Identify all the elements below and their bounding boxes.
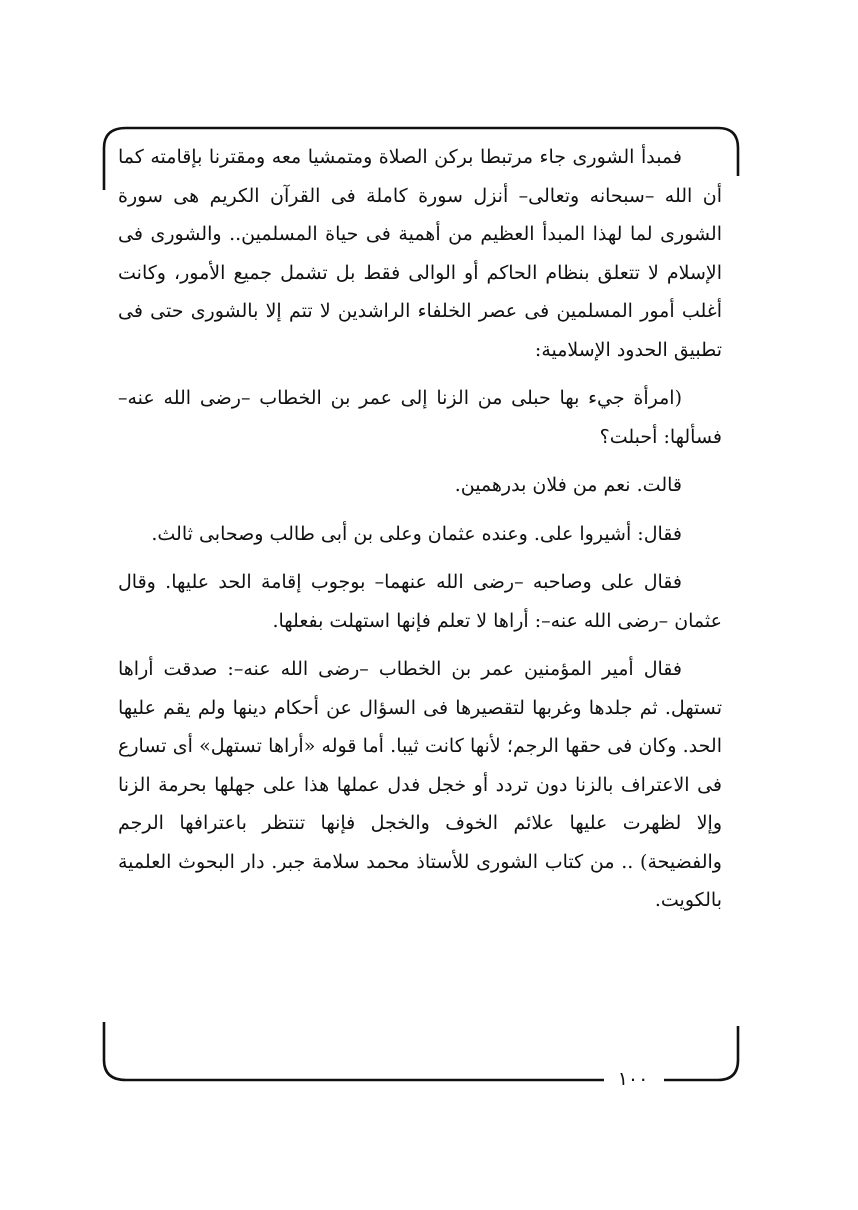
- paragraph-story-start: (امرأة جيء بها حبلى من الزنا إلى عمر بن الخطاب –رضى الله عنه– فسألها: أحبلت؟: [118, 387, 722, 448]
- bottom-border-right: [664, 1026, 738, 1080]
- paragraph-consult: فقال: أشيروا على. وعنده عثمان وعلى بن أبى طالب وصحابى ثالث.: [151, 522, 682, 545]
- bottom-border-left: [104, 1022, 604, 1080]
- body-text: [118, 138, 722, 920]
- paragraph-opinions: فقال على وصاحبه –رضى الله عنهما– بوجوب إقامة الحد عليها. وقال عثمان –رضى الله عنه–: أراها لا تعلم فإنها استهلت بفعلها.: [118, 571, 722, 632]
- paragraph-ruling: فقال أمير المؤمنين عمر بن الخطاب –رضى الله عنه–: صدقت أراها تستهل. ثم جلدها وغربها لتقصيرها فى السؤال عن أحكام دينها ولم يقم عليها الحد. وكان فى حقها الرجم؛ لأنها كانت ثيبا. أما قوله «أراها تستهل» أى تسارع فى الاعتراف بالزنا دون تردد أو خجل فدل عملها هذا على جهلها بحرمة الزنا وإلا لظهرت عليها علائم الخوف والخجل فإنها تنتظر باعترافها الرجم والفضيحة) .. من كتاب الشورى للأستاذ محمد سلامة جبر. دار البحوث العلمية بالكويت.: [118, 658, 722, 911]
- paragraph-she-said: قالت. نعم من فلان بدرهمين.: [454, 474, 682, 496]
- paragraph-shura-intro: فمبدأ الشورى جاء مرتبطا بركن الصلاة ومتمشيا معه ومقترنا بإقامته كما أن الله –سبحانه وتعالى– أنزل سورة كاملة فى القرآن الكريم هى سورة الشورى لما لهذا المبدأ العظيم من أهمية فى حياة المسلمين.. والشورى فى الإسلام لا تتعلق بنظام الحاكم أو الوالى فقط بل تشمل جميع الأمور، وكانت أغلب أمور المسلمين فى عصر الخلفاء الراشدين لا تتم إلا بالشورى حتى فى تطبيق الحدود الإسلامية:: [118, 146, 722, 361]
- page-number: ١٠٠: [608, 1066, 658, 1092]
